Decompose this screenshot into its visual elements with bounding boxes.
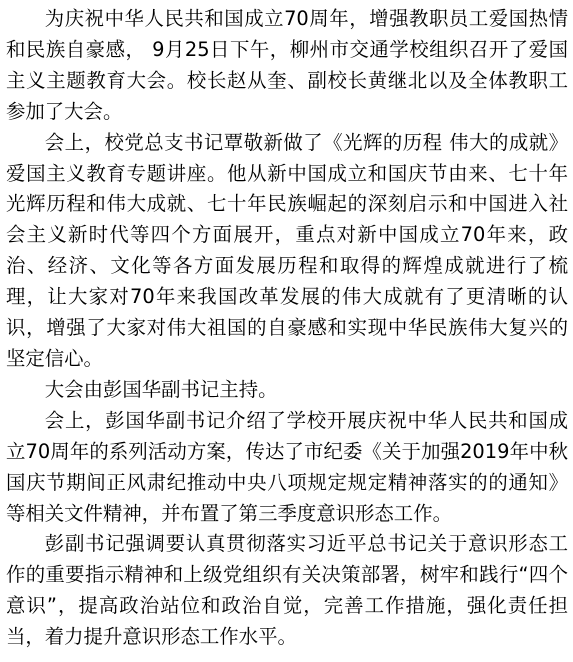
- paragraph-lecture: 会上，校党总支书记覃敬新做了《光辉的历程 伟大的成就》爱国主义教育专题讲座。他从新中国成立和国庆节由来、七十年光辉历程和伟大成就、七十年民族崛起的深刻启示和中国进入社会主义新时代等四个方面展开，重点对新中国成立70年来，政治、经济、文化等各方面发展历程和取得的辉煌成就进行了梳理，让大家对70年来我国改革发展的伟大成就有了更清晰的认识，增强了大家对伟大祖国的自豪感和实现中华民族伟大复兴的坚定信心。: [6, 130, 568, 370]
- paragraph-intro: 为庆祝中华人民共和国成立70周年，增强教职员工爱国热情和民族自豪感， 9月25日下午，柳州市交通学校组织召开了爱国主义主题教育大会。校长赵从奎、副校长黄继北以及全体教职工参加了大会。: [6, 7, 568, 123]
- paragraph-emphasis: 彭副书记强调要认真贯彻落实习近平总书记关于意识形态工作的重要指示精神和上级党组织有关决策部署，树牢和践行“四个意识”，提高政治站位和政治自觉，完善工作措施，强化责任担当，着力提升意识形态工作水平。: [6, 532, 568, 649]
- paragraph-host: 大会由彭国华副书记主持。: [44, 377, 278, 401]
- article-body: [6, 4, 568, 653]
- paragraph-activities: 会上，彭国华副书记介绍了学校开展庆祝中华人民共和国成立70周年的系列活动方案，传达了市纪委《关于加强2019年中秋国庆节期间正风肃纪推动中央八项规定规定精神落实的的通知》等相关文件精神，并布置了第三季度意识形态工作。: [6, 408, 568, 525]
